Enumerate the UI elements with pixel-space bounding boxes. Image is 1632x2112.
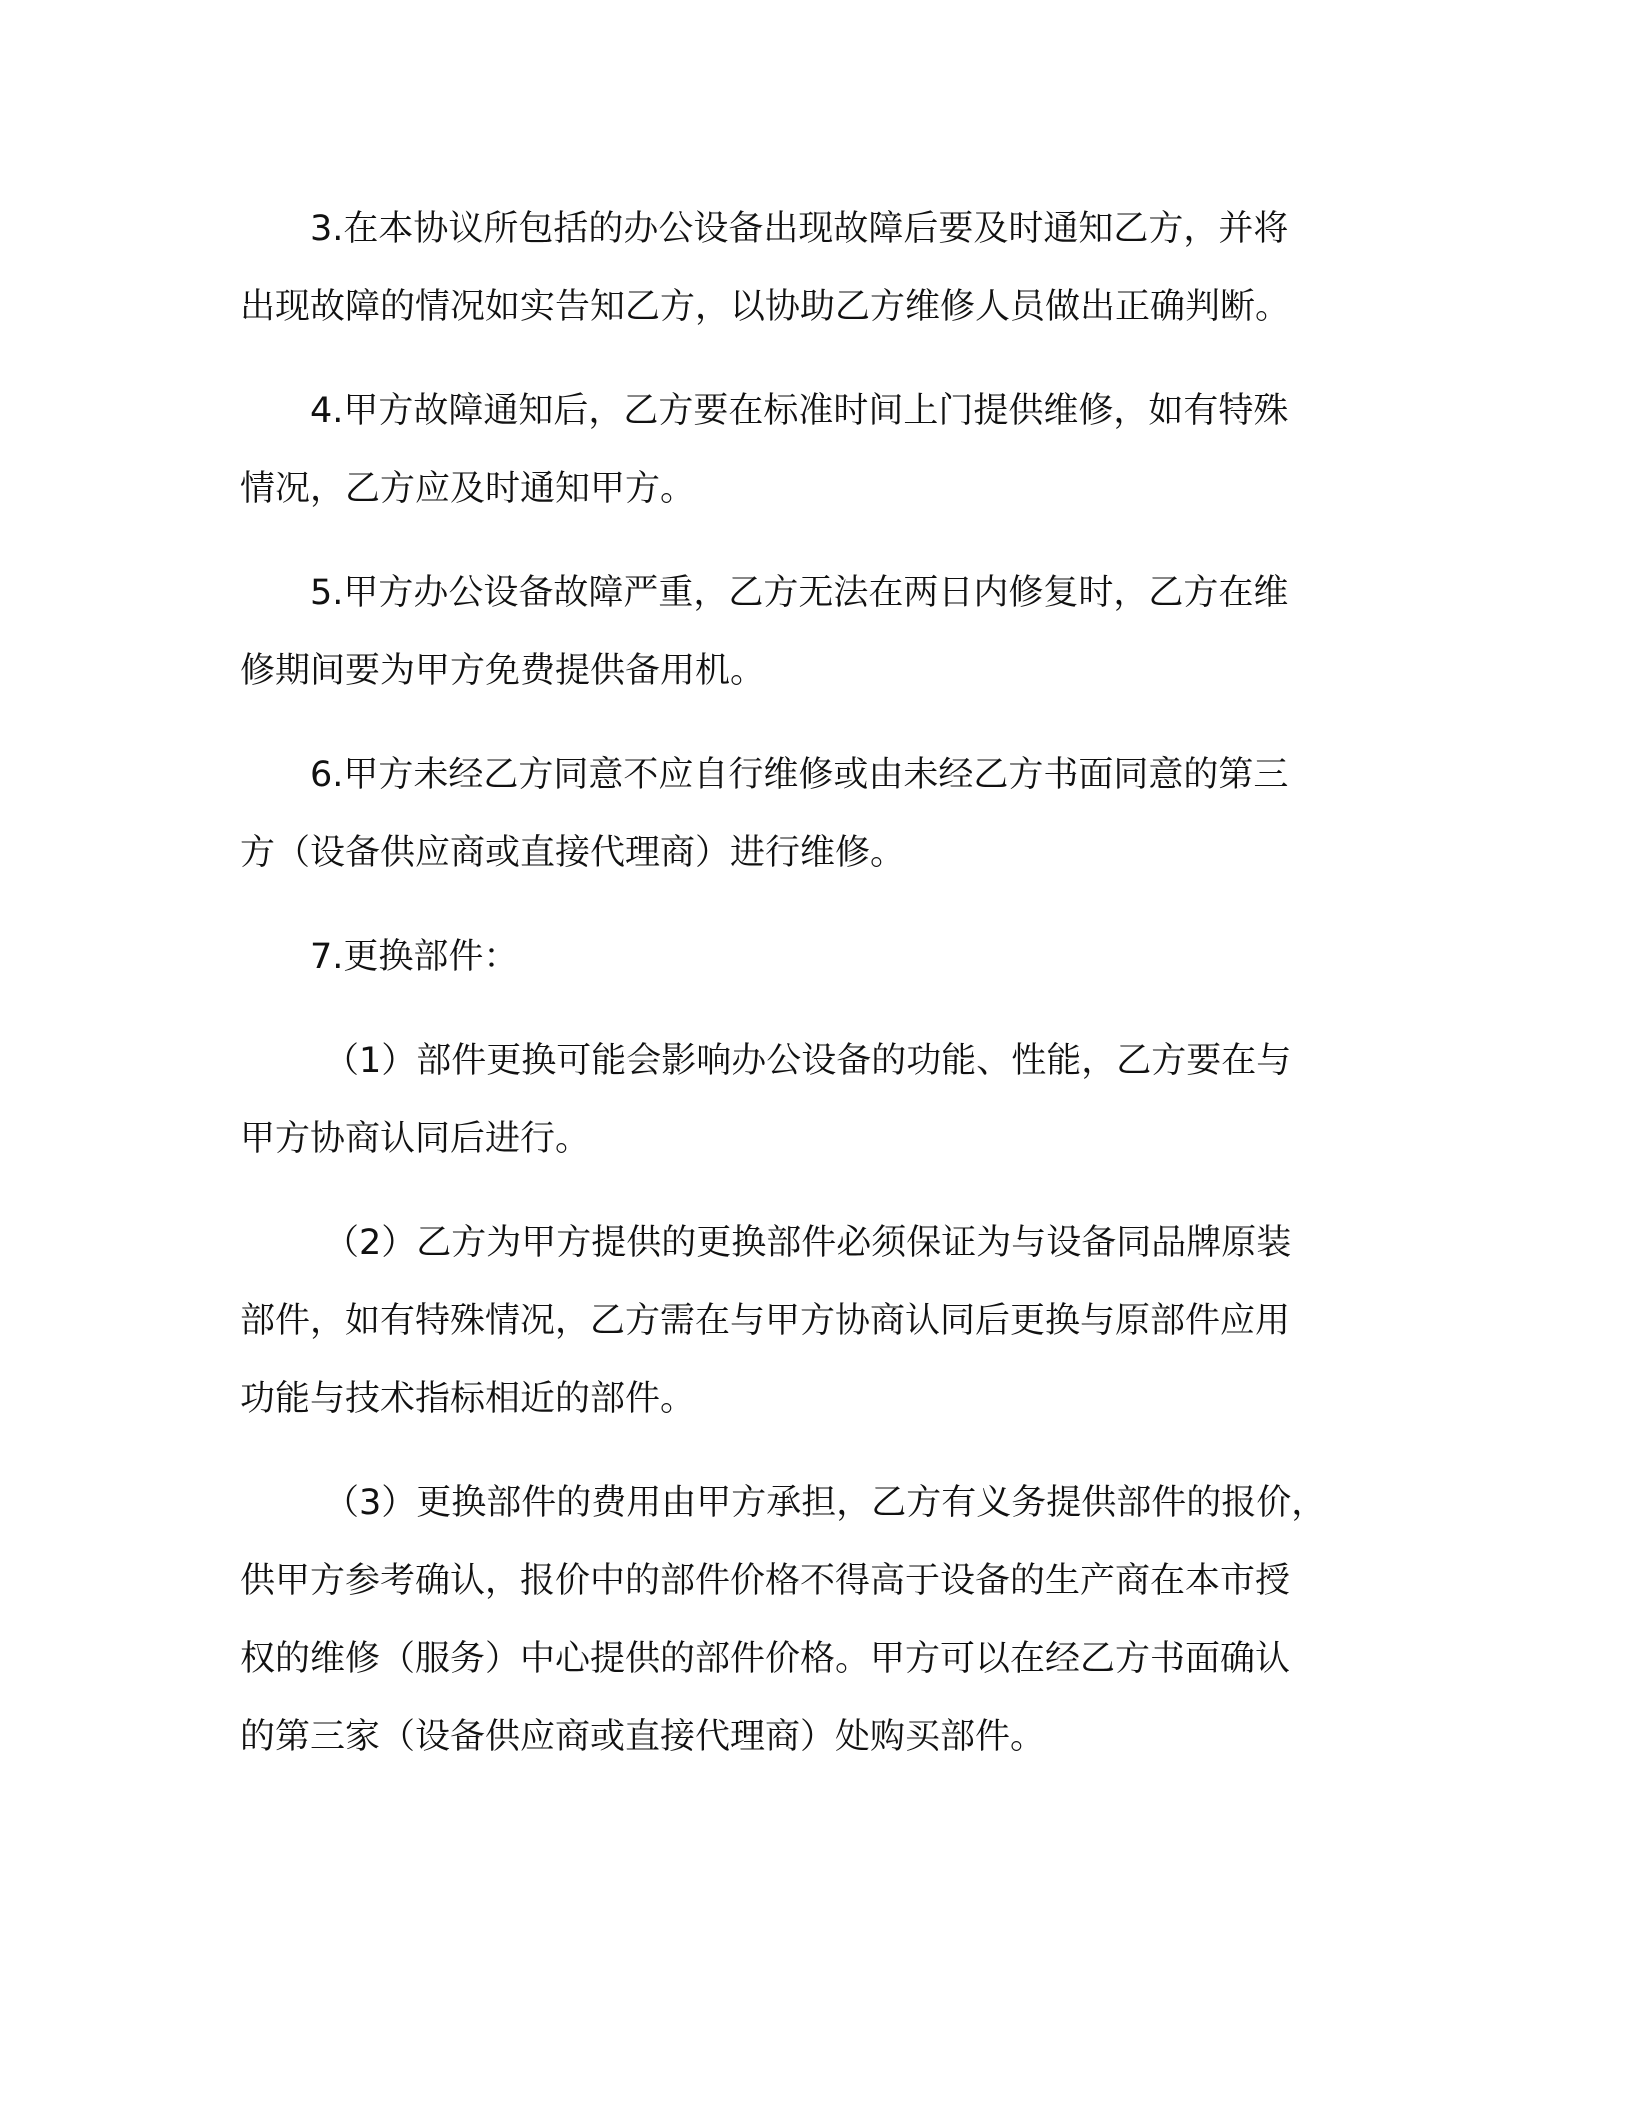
paragraph-line: 3.在本协议所包括的办公设备出现故障后要及时通知乙方，并将 [310, 209, 1289, 249]
paragraph-line: （2）乙方为甲方提供的更换部件必须保证为与设备同品牌原装 [324, 1223, 1292, 1263]
paragraph-line: 部件，如有特殊情况，乙方需在与甲方协商认同后更换与原部件应用 [240, 1301, 1291, 1341]
paragraph-clause-5 [240, 554, 1370, 710]
paragraph-clause-3 [240, 190, 1370, 346]
paragraph-line: 6.甲方未经乙方同意不应自行维修或由未经乙方书面同意的第三 [310, 755, 1289, 795]
paragraph-line: 权的维修（服务）中心提供的部件价格。甲方可以在经乙方书面确认 [240, 1639, 1291, 1679]
paragraph-line: 出现故障的情况如实告知乙方，以协助乙方维修人员做出正确判断。 [240, 287, 1291, 327]
paragraph-clause-4 [240, 372, 1370, 528]
paragraph-line: 功能与技术指标相近的部件。 [240, 1379, 696, 1419]
paragraph-line: 5.甲方办公设备故障严重，乙方无法在两日内修复时，乙方在维 [310, 573, 1289, 613]
paragraph-clause-6 [240, 736, 1370, 892]
paragraph-line: （3）更换部件的费用由甲方承担，乙方有义务提供部件的报价， [324, 1483, 1327, 1523]
paragraph-clause-7-heading [240, 918, 1370, 996]
paragraph-line: 4.甲方故障通知后，乙方要在标准时间上门提供维修，如有特殊 [310, 391, 1289, 431]
paragraph-line: 情况，乙方应及时通知甲方。 [240, 469, 696, 509]
paragraph-line: 7.更换部件： [310, 937, 519, 977]
document-page [240, 190, 1370, 1802]
paragraph-line: 甲方协商认同后进行。 [240, 1119, 591, 1159]
paragraph-line: 修期间要为甲方免费提供备用机。 [240, 651, 766, 691]
paragraph-line: 供甲方参考确认，报价中的部件价格不得高于设备的生产商在本市授 [240, 1561, 1291, 1601]
paragraph-clause-7-3 [240, 1464, 1370, 1776]
paragraph-clause-7-1 [240, 1022, 1370, 1178]
paragraph-clause-7-2 [240, 1204, 1370, 1438]
paragraph-line: 方（设备供应商或直接代理商）进行维修。 [240, 833, 906, 873]
paragraph-line: 的第三家（设备供应商或直接代理商）处购买部件。 [240, 1717, 1046, 1757]
paragraph-line: （1）部件更换可能会影响办公设备的功能、性能，乙方要在与 [324, 1041, 1292, 1081]
